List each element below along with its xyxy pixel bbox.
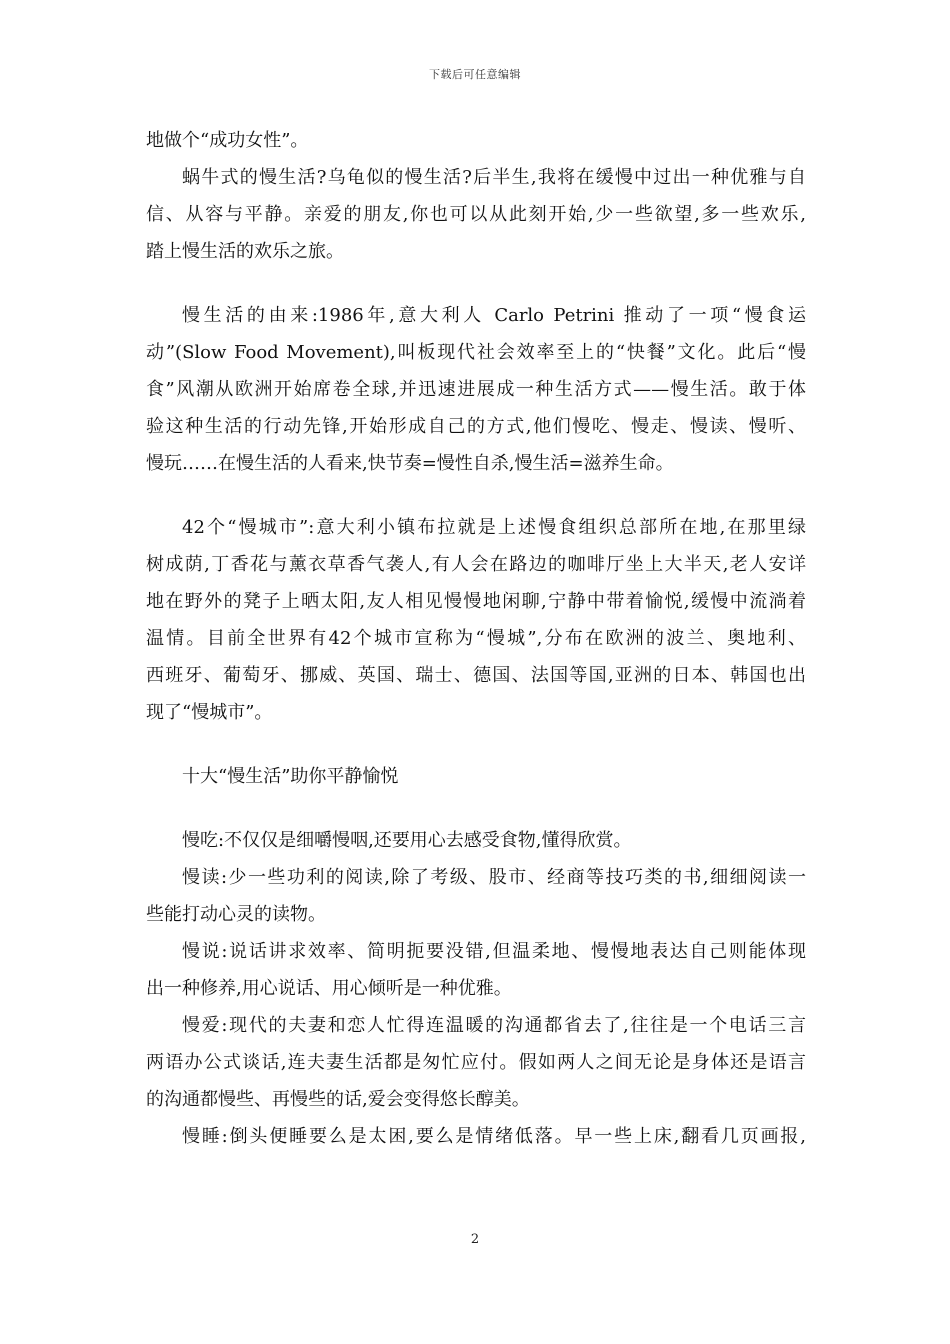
body-line: 两语办公式谈话,连夫妻生活都是匆忙应付。假如两人之间无论是身体还是语言: [146, 1052, 806, 1073]
body-line: 出一种修养,用心说话、用心倾听是一种优雅。: [146, 978, 512, 999]
body-line: 42个“慢城市”:意大利小镇布拉就是上述慢食组织总部所在地,在那里绿: [182, 517, 806, 538]
page-number: 2: [470, 1232, 480, 1247]
body-line: 地在野外的凳子上晒太阳,友人相见慢慢地闲聊,宁静中带着愉悦,缓慢中流淌着: [146, 591, 806, 612]
body-line: 慢睡:倒头便睡要么是太困,要么是情绪低落。早一些上床,翻看几页画报,: [182, 1126, 806, 1147]
document-body: [146, 122, 806, 1155]
paragraph-gap: [146, 795, 806, 822]
body-line: 地做个“成功女性”。: [146, 130, 309, 151]
body-line: 动”(Slow Food Movement),叫板现代社会效率至上的“快餐”文化。此后“慢: [146, 342, 806, 363]
body-line: 树成荫,丁香花与薰衣草香气袭人,有人会在路边的咖啡厅坐上大半天,老人安详: [146, 554, 806, 575]
body-line: 踏上慢生活的欢乐之旅。: [146, 241, 344, 262]
body-line: 食”风潮从欧洲开始席卷全球,并迅速进展成一种生活方式——慢生活。敢于体: [146, 379, 806, 400]
body-line: 蜗牛式的慢生活?乌龟似的慢生活?后半生,我将在缓慢中过出一种优雅与自: [182, 167, 806, 188]
section-heading: 十大“慢生活”助你平静愉悦: [182, 766, 399, 787]
body-line: 慢读:少一些功利的阅读,除了考级、股市、经商等技巧类的书,细细阅读一: [182, 867, 806, 888]
body-line: 的沟通都慢些、再慢些的话,爱会变得悠长醇美。: [146, 1089, 530, 1110]
paragraph-gap: [146, 731, 806, 758]
body-line: 西班牙、葡萄牙、挪威、英国、瑞士、德国、法国等国,亚洲的日本、韩国也出: [146, 665, 806, 686]
page-header: 下载后可任意编辑: [429, 68, 521, 81]
body-line: 信、从容与平静。亲爱的朋友,你也可以从此刻开始,少一些欲望,多一些欢乐,: [146, 204, 806, 225]
paragraph-gap: [146, 482, 806, 509]
body-line: 慢说:说话讲求效率、简明扼要没错,但温柔地、慢慢地表达自己则能体现: [182, 941, 806, 962]
body-line: 些能打动心灵的读物。: [146, 904, 326, 925]
paragraph-gap: [146, 270, 806, 297]
body-line: 现了“慢城市”。: [146, 702, 273, 723]
body-line: 慢吃:不仅仅是细嚼慢咽,还要用心去感受食物,懂得欣赏。: [182, 830, 632, 851]
body-line: 慢生活的由来:1986年,意大利人 Carlo Petrini 推动了一项“慢食运: [182, 305, 806, 326]
body-line: 慢玩……在慢生活的人看来,快节奏=慢性自杀,慢生活=滋养生命。: [146, 453, 674, 474]
body-line: 验这种生活的行动先锋,开始形成自己的方式,他们慢吃、慢走、慢读、慢听、: [146, 416, 806, 437]
body-line: 温情。目前全世界有42个城市宣称为“慢城”,分布在欧洲的波兰、奥地利、: [146, 628, 806, 649]
body-line: 慢爱:现代的夫妻和恋人忙得连温暖的沟通都省去了,往往是一个电话三言: [182, 1015, 806, 1036]
